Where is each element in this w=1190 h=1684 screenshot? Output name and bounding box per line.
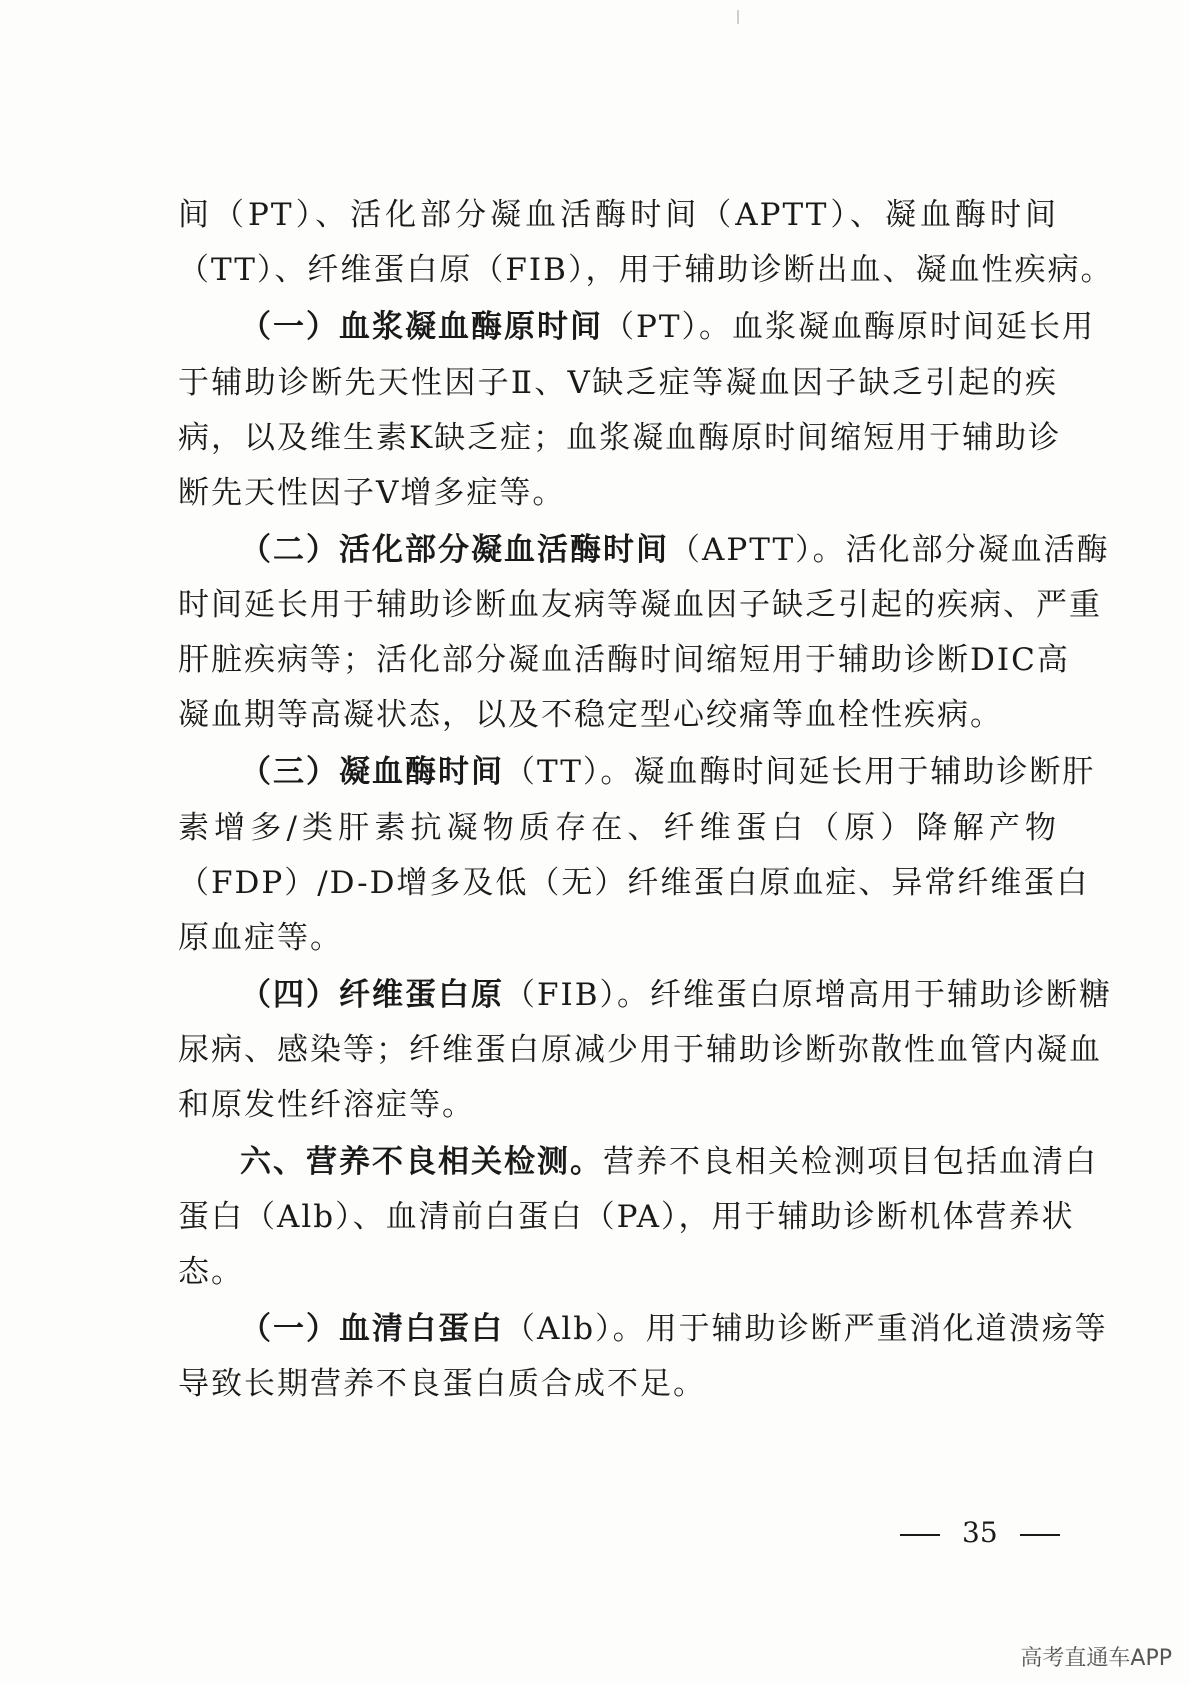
text-line-8: 时间延长用于辅助诊断血友病等凝血因子缺乏引起的疾病、严重 [178, 587, 1102, 623]
dash-left [900, 1534, 940, 1536]
watermark: 高考直通车APP [1020, 1646, 1172, 1671]
text-line-9: 肝脏疾病等；活化部分凝血活酶时间缩短用于辅助诊断DIC高 [178, 642, 1070, 678]
section-heading: （一）血浆凝血酶原时间 [240, 309, 603, 345]
paragraph-nutrition-heading: 六、营养不良相关检测。营养不良相关检测项目包括血清白 [240, 1144, 1098, 1180]
text-line-22: 导致长期营养不良蛋白质合成不足。 [178, 1366, 706, 1402]
paragraph-aptt-heading: （二）活化部分凝血活酶时间（APTT）。活化部分凝血活酶 [240, 532, 1110, 568]
text-line-12: 素增多/类肝素抗凝物质存在、纤维蛋白（原）降解产物 [178, 810, 1058, 846]
text-line-4: 于辅助诊断先天性因子Ⅱ、Ⅴ缺乏症等凝血因子缺乏引起的疾 [178, 365, 1058, 401]
section-heading: （二）活化部分凝血活酶时间 [240, 532, 669, 568]
text-line-10: 凝血期等高凝状态，以及不稳定型心绞痛等血栓性疾病。 [178, 697, 1003, 733]
paragraph-alb-heading: （一）血清白蛋白（Alb）。用于辅助诊断严重消化道溃疡等 [240, 1311, 1108, 1347]
section-heading: （四）纤维蛋白原 [240, 977, 504, 1013]
dash-right [1020, 1534, 1060, 1536]
text-line-6: 断先天性因子Ⅴ增多症等。 [178, 475, 566, 511]
paragraph-fib-heading: （四）纤维蛋白原（FIB）。纤维蛋白原增高用于辅助诊断糖 [240, 977, 1113, 1013]
text-line-17: 和原发性纤溶症等。 [178, 1087, 475, 1123]
text-line-19: 蛋白（Alb）、血清前白蛋白（PA），用于辅助诊断机体营养状 [178, 1199, 1075, 1235]
text-line-5: 病，以及维生素K缺乏症；血浆凝血酶原时间缩短用于辅助诊 [178, 420, 1062, 456]
text-line-2: （TT）、纤维蛋白原（FIB），用于辅助诊断出血、凝血性疾病。 [178, 252, 1114, 288]
text-line-20: 态。 [178, 1254, 244, 1290]
page-number [900, 1515, 1070, 1551]
section-heading: （一）血清白蛋白 [240, 1311, 504, 1347]
section-heading: 六、营养不良相关检测。 [240, 1144, 603, 1180]
text-line-13: （FDP）/D-D增多及低（无）纤维蛋白原血症、异常纤维蛋白 [178, 865, 1090, 901]
text-line-14: 原血症等。 [178, 920, 343, 956]
page-number-value: 35 [962, 1516, 998, 1549]
text-line-1: 间（PT）、活化部分凝血活酶时间（APTT）、凝血酶时间 [178, 197, 1058, 233]
paragraph-pt-heading: （一）血浆凝血酶原时间（PT）。血浆凝血酶原时间延长用 [240, 309, 1096, 345]
paragraph-tt-heading: （三）凝血酶时间（TT）。凝血酶时间延长用于辅助诊断肝 [240, 754, 1096, 790]
text-line-16: 尿病、感染等；纤维蛋白原减少用于辅助诊断弥散性血管内凝血 [178, 1032, 1102, 1068]
scan-mark [737, 10, 739, 24]
section-heading: （三）凝血酶时间 [240, 754, 504, 790]
